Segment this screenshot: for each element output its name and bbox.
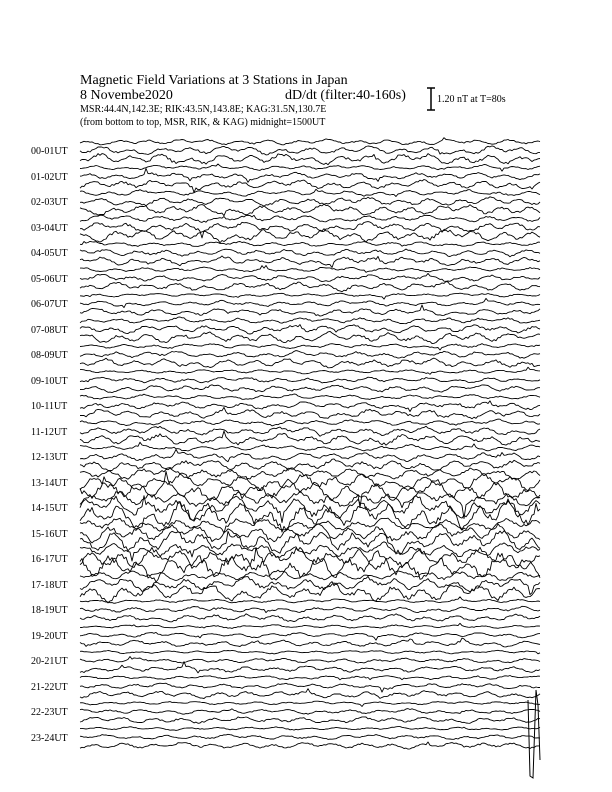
trace-23-24ut-rik — [80, 734, 540, 739]
trace-18-19ut-msr — [80, 597, 540, 604]
row-label-21-22ut: 21-22UT — [31, 681, 68, 693]
trace-17-18ut-kag — [80, 582, 540, 603]
trace-19-20ut-rik — [80, 632, 540, 640]
trace-21-22ut-kag — [80, 689, 540, 699]
row-label-17-18ut: 17-18UT — [31, 579, 68, 591]
trace-07-08ut-rik — [80, 325, 540, 334]
trace-03-04ut-rik — [80, 222, 540, 238]
row-label-13-14ut: 13-14UT — [31, 477, 68, 489]
row-label-01-02ut: 01-02UT — [31, 171, 68, 183]
trace-15-16ut-rik — [80, 524, 540, 543]
scale-bar — [427, 88, 435, 110]
trace-05-06ut-msr — [80, 266, 540, 273]
trace-00-01ut-rik — [80, 146, 540, 155]
trace-05-06ut-kag — [80, 282, 540, 292]
trace-01-02ut-rik — [80, 169, 540, 183]
trace-09-10ut-msr — [80, 367, 540, 374]
stations-label: MSR:44.4N,142.3E; RIK:43.5N,143.8E; KAG:31.5N,130.7E — [80, 104, 327, 115]
trace-14-15ut-kag — [80, 499, 540, 532]
row-label-20-21ut: 20-21UT — [31, 656, 68, 667]
trace-12-13ut-rik — [80, 449, 540, 461]
trace-08-09ut-msr — [80, 344, 540, 350]
trace-02-03ut-rik — [80, 197, 540, 206]
trace-21-22ut-rik — [80, 683, 540, 692]
trace-22-23ut-rik — [80, 709, 540, 715]
trace-11-12ut-msr — [80, 419, 540, 426]
trace-13-14ut-kag — [80, 471, 540, 507]
row-label-23-24ut: 23-24UT — [31, 732, 68, 744]
trace-22-23ut-kag — [80, 717, 540, 723]
row-label-05-06ut: 05-06UT — [31, 273, 68, 285]
trace-10-11ut-rik — [80, 401, 540, 412]
row-label-08-09ut: 08-09UT — [31, 350, 68, 361]
trace-14-15ut-msr — [80, 491, 540, 519]
row-label-12-13ut: 12-13UT — [31, 452, 68, 463]
trace-19-20ut-kag — [80, 638, 540, 647]
trace-11-12ut-kag — [80, 431, 540, 445]
trace-20-21ut-msr — [80, 650, 540, 654]
trace-05-06ut-rik — [80, 273, 540, 281]
trace-20-21ut-kag — [80, 662, 540, 673]
trace-21-22ut-msr — [80, 676, 540, 680]
row-label-03-04ut: 03-04UT — [31, 222, 68, 234]
row-label-07-08ut: 07-08UT — [31, 324, 68, 336]
trace-02-03ut-msr — [80, 189, 540, 196]
trace-20-21ut-rik — [80, 657, 540, 664]
row-label-04-05ut: 04-05UT — [31, 248, 68, 259]
trace-10-11ut-msr — [80, 394, 540, 399]
trace-18-19ut-kag — [80, 614, 540, 622]
row-label-06-07ut: 06-07UT — [31, 299, 68, 310]
trace-06-07ut-rik — [80, 298, 540, 307]
trace-04-05ut-msr — [80, 241, 540, 246]
row-label-18-19ut: 18-19UT — [31, 605, 68, 616]
row-label-02-03ut: 02-03UT — [31, 197, 68, 208]
row-label-22-23ut: 22-23UT — [31, 707, 68, 718]
row-label-11-12ut: 11-12UT — [31, 426, 68, 438]
trace-06-07ut-msr — [80, 293, 540, 299]
row-label-19-20ut: 19-20UT — [31, 630, 68, 642]
trace-group — [80, 138, 540, 778]
trace-07-08ut-msr — [80, 317, 540, 324]
trace-07-08ut-kag — [80, 331, 540, 343]
filter-label: dD/dt (filter:40-160s) — [285, 88, 406, 103]
row-label-14-15ut: 14-15UT — [31, 503, 68, 514]
trace-03-04ut-msr — [80, 215, 540, 222]
chart-title: Magnetic Field Variations at 3 Stations in Japan — [80, 73, 348, 88]
trace-02-03ut-kag — [80, 204, 540, 216]
date-label: 8 Novembe2020 — [80, 88, 173, 103]
row-label-00-01ut: 00-01UT — [31, 146, 68, 157]
trace-18-19ut-rik — [80, 606, 540, 612]
row-label-15-16ut: 15-16UT — [31, 528, 68, 540]
trace-00-01ut-kag — [80, 154, 540, 165]
trace-11-12ut-rik — [80, 426, 540, 436]
trace-01-02ut-msr — [80, 164, 540, 171]
trace-06-07ut-kag — [80, 305, 540, 316]
row-label-09-10ut: 09-10UT — [31, 375, 68, 387]
trace-22-23ut-msr — [80, 701, 540, 706]
trace-09-10ut-kag — [80, 385, 540, 393]
trace-23-24ut-msr — [80, 727, 540, 731]
trace-10-11ut-kag — [80, 407, 540, 418]
station-order-label: (from bottom to top, MSR, RIK, & KAG) midnight=1500UT — [80, 117, 326, 128]
trace-08-09ut-kag — [80, 358, 540, 368]
trace-04-05ut-rik — [80, 249, 540, 257]
row-label-16-17ut: 16-17UT — [31, 554, 68, 565]
trace-17-18ut-msr — [80, 570, 540, 580]
trace-19-20ut-msr — [80, 623, 540, 628]
row-label-10-11ut: 10-11UT — [31, 401, 68, 412]
scale-bar-label: 1.20 nT at T=80s — [437, 94, 506, 105]
trace-04-05ut-kag — [80, 256, 540, 268]
trace-12-13ut-msr — [80, 442, 540, 451]
trace-00-01ut-msr — [80, 138, 540, 145]
trace-23-24ut-kag — [80, 742, 540, 749]
trace-08-09ut-rik — [80, 351, 540, 359]
trace-09-10ut-rik — [80, 377, 540, 383]
